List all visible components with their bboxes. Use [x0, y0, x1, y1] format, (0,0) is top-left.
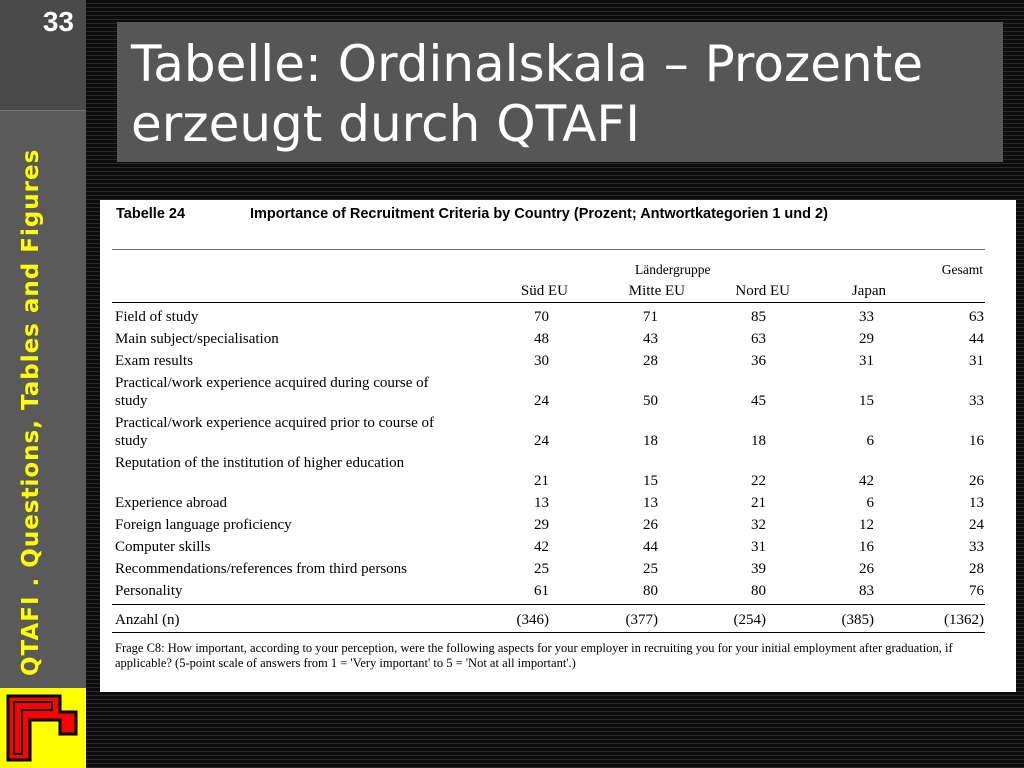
row-label: Experience abroad	[115, 495, 228, 511]
slide-title-line-1: Tabelle: Ordinalskala – Prozente	[131, 35, 924, 93]
table-cell: 44	[969, 331, 984, 347]
slide-title-box	[117, 22, 1003, 162]
table-cell: 31	[969, 353, 984, 369]
count-row-label: Anzahl (n)	[115, 612, 180, 628]
row-label: Personality	[115, 583, 183, 599]
table-cell: 15	[859, 393, 874, 409]
table-cell: 24	[969, 517, 984, 533]
table-cell: 32	[751, 517, 766, 533]
table-cell: 44	[643, 539, 658, 555]
table-cell: 70	[534, 309, 549, 325]
table-cell: 24	[534, 393, 549, 409]
slide-number-box	[0, 0, 86, 111]
slide-title-line-2: erzeugt durch QTAFI	[131, 95, 640, 153]
table-cell: 28	[643, 353, 658, 369]
table-cell: 24	[534, 433, 549, 449]
table-cell: 21	[751, 495, 766, 511]
table-cell: 29	[859, 331, 874, 347]
rule-header	[112, 302, 985, 303]
table-cell: 25	[643, 561, 658, 577]
rule-bottom	[112, 632, 985, 633]
table-cell: 31	[859, 353, 874, 369]
rule-top	[112, 249, 985, 250]
count-cell: (254)	[733, 612, 766, 628]
table-cell: 33	[859, 309, 874, 325]
table-cell: 43	[643, 331, 658, 347]
table-document	[100, 200, 1016, 692]
table-cell: 6	[866, 495, 874, 511]
logo	[0, 688, 86, 768]
col-header-mitte-eu: Mitte EU	[628, 283, 685, 299]
table-cell: 85	[751, 309, 766, 325]
col-header-sued-eu: Süd EU	[520, 283, 568, 299]
row-label: Field of study	[115, 309, 199, 325]
table-cell: 16	[969, 433, 984, 449]
table-cell: 80	[643, 583, 658, 599]
table-cell: 12	[859, 517, 874, 533]
table-footnote: Frage C8: How important, according to your perception, were the following aspects for your employer in recruiting you for your initial employment after graduation, if applicable? (5-point scale of answers from 1 = 'Very important' to 5 = 'Not at all important'.)	[115, 641, 953, 670]
table-cell: 33	[969, 539, 984, 555]
total-header: Gesamt	[941, 262, 983, 277]
col-header-japan: Japan	[851, 283, 886, 299]
row-label: Foreign language proficiency	[115, 517, 292, 533]
table-cell: 31	[751, 539, 766, 555]
table-cell: 16	[859, 539, 874, 555]
table-cell: 29	[534, 517, 549, 533]
table-cell: 42	[859, 473, 874, 489]
row-label: Recommendations/references from third persons	[115, 561, 407, 577]
table-cell: 61	[534, 583, 549, 599]
table-label: Tabelle 24	[116, 206, 186, 222]
table-cell: 13	[643, 495, 658, 511]
rule-count	[112, 604, 985, 605]
table-cell: 39	[751, 561, 766, 577]
row-label: Practical/work experience acquired prior to course of study	[115, 415, 435, 449]
table-cell: 28	[969, 561, 984, 577]
table-cell: 45	[751, 393, 766, 409]
table-cell: 6	[866, 433, 874, 449]
table-cell: 71	[643, 309, 658, 325]
slide-number: 33	[42, 6, 74, 37]
table-cell: 48	[534, 331, 549, 347]
sidebar	[0, 0, 86, 768]
row-label: Computer skills	[115, 539, 211, 555]
table-cell: 30	[534, 353, 549, 369]
table-cell: 76	[969, 583, 984, 599]
slide-title	[131, 34, 993, 154]
count-cell: (377)	[625, 612, 658, 628]
table-cell: 63	[969, 309, 984, 325]
table-cell: 80	[751, 583, 766, 599]
table-cell: 63	[751, 331, 766, 347]
table-cell: 13	[534, 495, 549, 511]
row-label: Exam results	[115, 353, 193, 369]
count-cell: (346)	[516, 612, 549, 628]
table-cell: 13	[969, 495, 984, 511]
table-cell: 33	[969, 393, 984, 409]
table-cell: 26	[969, 473, 984, 489]
table-cell: 25	[534, 561, 549, 577]
count-cell: (1362)	[944, 612, 984, 628]
table-cell: 26	[859, 561, 874, 577]
table-cell: 18	[751, 433, 766, 449]
row-label: Main subject/specialisation	[115, 331, 279, 347]
table-cell: 18	[643, 433, 658, 449]
table-cell: 22	[751, 473, 766, 489]
group-header: Ländergruppe	[635, 262, 711, 277]
table-cell: 26	[643, 517, 658, 533]
col-header-nord-eu: Nord EU	[735, 283, 790, 299]
vertical-section-title: QTAFI . Questions, Tables and Figures	[18, 148, 44, 676]
row-label: Practical/work experience acquired during course of study	[115, 375, 429, 409]
row-label: Reputation of the institution of higher education	[115, 455, 405, 471]
table-cell: 36	[751, 353, 766, 369]
qtafi-logo-icon	[2, 690, 84, 766]
table-cell: 42	[534, 539, 549, 555]
table-cell: 50	[643, 393, 658, 409]
table-title: Importance of Recruitment Criteria by Country (Prozent; Antwortkategorien 1 und 2)	[250, 206, 828, 222]
table-cell: 83	[859, 583, 874, 599]
table-cell: 15	[643, 473, 658, 489]
table-cell: 21	[534, 473, 549, 489]
count-cell: (385)	[841, 612, 874, 628]
